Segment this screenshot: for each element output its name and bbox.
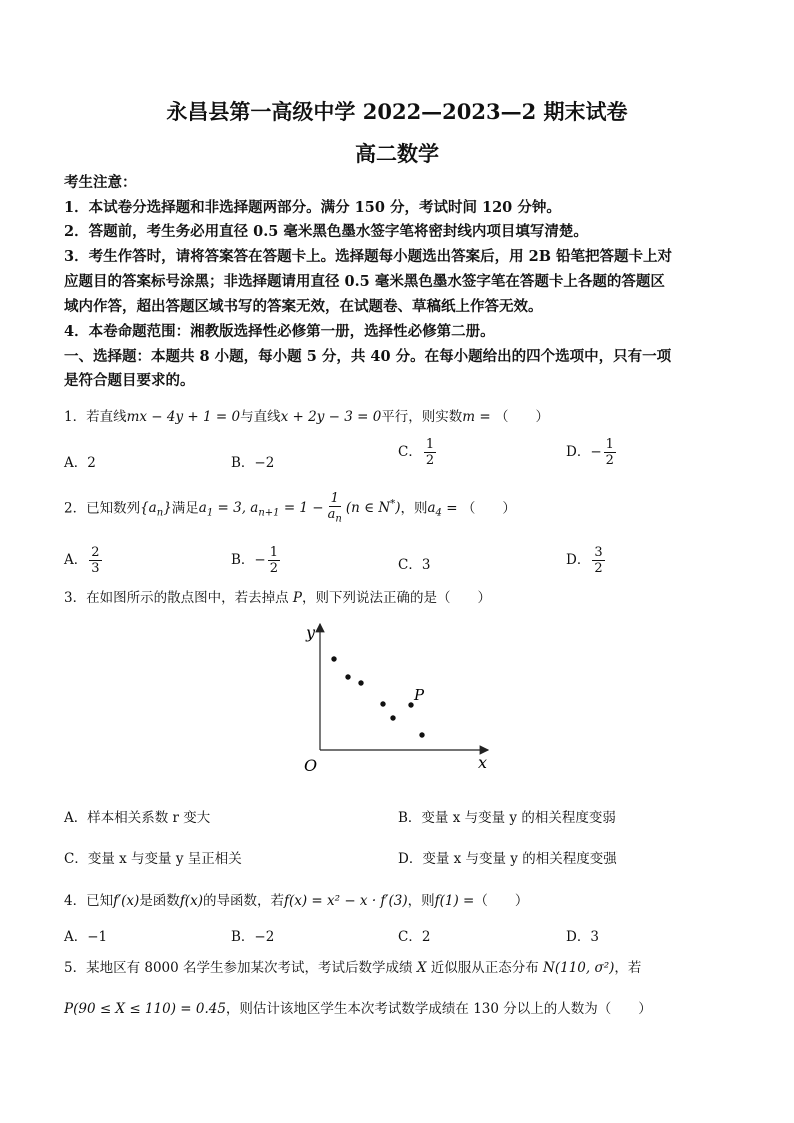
question-1-option-a: A．2 xyxy=(64,455,96,471)
question-1-option-c: C． $\frac{1}{2}$ xyxy=(398,437,435,468)
scatter-point xyxy=(419,732,424,737)
question-5-stem-line2: P(90 ≤ X ≤ 110) = 0.45，则估计该地区学生本次考试数学成绩在 130 分以上的人数为（ ） xyxy=(64,1001,652,1017)
scatter-plot-figure xyxy=(292,616,498,776)
scatter-point-p xyxy=(408,702,413,707)
question-5-stem-line1: 5．某地区有 8000 名学生参加某次考试，考试后数学成绩 X 近似服从正态分布 N(110, σ²)，若 xyxy=(64,960,642,976)
notice-item-2: 2．答题前，考生务必用直径 0.5 毫米黑色墨水签字笔将密封线内项目填写清楚。 xyxy=(64,223,588,240)
question-3-option-b: B．变量 x 与变量 y 的相关程度变弱 xyxy=(398,810,616,826)
question-2-option-d: D． $\frac{3}{2}$ xyxy=(566,545,603,576)
question-1-option-d: D．− $\frac{1}{2}$ xyxy=(566,437,614,468)
question-2-option-c: C．3 xyxy=(398,557,431,573)
question-4-option-d: D．3 xyxy=(566,929,599,945)
question-4-option-c: C．2 xyxy=(398,929,431,945)
question-2-option-b: B．− $\frac{1}{2}$ xyxy=(231,545,279,576)
section-heading-line1: 一、选择题：本题共 8 小题，每小题 5 分，共 40 分。在每小题给出的四个选项中，只有一项 xyxy=(64,348,672,365)
scatter-point xyxy=(331,656,336,661)
scatter-point xyxy=(380,701,385,706)
question-2-option-a: A． $\frac{2}{3}$ xyxy=(64,545,100,576)
notice-item-3: 3．考生作答时，请将答案答在答题卡上。选择题每小题选出答案后，用 2B 铅笔把答题卡上对 xyxy=(64,248,673,265)
notice-item-3-cont2: 域内作答，超出答题区域书写的答案无效，在试题卷、草稿纸上作答无效。 xyxy=(64,298,543,315)
scatter-point xyxy=(390,715,395,720)
question-3-option-c: C．变量 x 与变量 y 呈正相关 xyxy=(64,851,242,867)
x-axis-label: x xyxy=(478,753,488,772)
question-3-option-a: A．样本相关系数 r 变大 xyxy=(64,810,211,826)
notice-item-3-cont1: 应题目的答案标号涂黑；非选择题请用直径 0.5 毫米黑色墨水签字笔在答题卡上各题的答题区 xyxy=(64,273,665,290)
question-1-stem: 1．若直线mx − 4y + 1 = 0与直线x + 2y − 3 = 0平行，则实数m = （ ） xyxy=(64,409,550,425)
scatter-point xyxy=(358,680,363,685)
question-4-option-a: A．−1 xyxy=(64,929,108,945)
exam-title: 永昌县第一高级中学 2022—2023—2 期末试卷 xyxy=(166,99,628,124)
notice-item-4: 4．本卷命题范围：湘教版选择性必修第一册，选择性必修第二册。 xyxy=(64,323,495,340)
origin-label: O xyxy=(304,756,318,775)
point-p-label: P xyxy=(414,686,425,704)
exam-subject: 高二数学 xyxy=(355,141,439,166)
y-axis-label: y xyxy=(306,623,316,642)
question-4-option-b: B．−2 xyxy=(231,929,275,945)
section-heading-line2: 是符合题目要求的。 xyxy=(64,372,195,389)
notice-heading: 考生注意： xyxy=(64,174,137,191)
scatter-point xyxy=(345,674,350,679)
question-3-stem: 3．在如图所示的散点图中，若去掉点 P，则下列说法正确的是（ ） xyxy=(64,590,491,606)
question-4-stem: 4．已知f′(x)是函数f(x)的导函数，若f(x) = x² − x · f′(3)，则f(1) =（ ） xyxy=(64,893,529,909)
question-1-option-b: B．−2 xyxy=(231,455,275,471)
question-3-option-d: D．变量 x 与变量 y 的相关程度变强 xyxy=(398,851,617,867)
question-2-stem: 2．已知数列$\{a_n\}$满足$a_1 = 3$, $a_{n+1} = 1$ − $\frac{1}{a_n}$ (n ∈ N*)，则$a_4$ = （ ） xyxy=(64,491,516,525)
notice-item-1: 1．本试卷分选择题和非选择题两部分。满分 150 分，考试时间 120 分钟。 xyxy=(64,199,561,216)
